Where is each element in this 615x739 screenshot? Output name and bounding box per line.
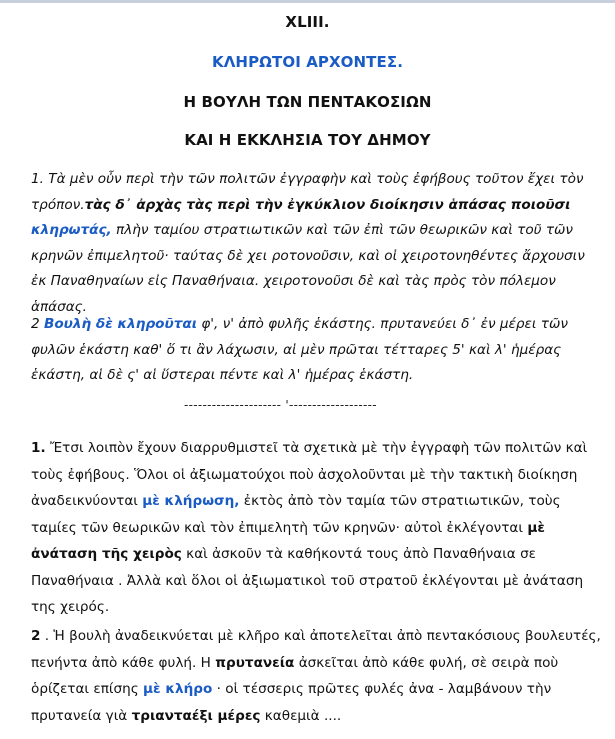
chapter-number: XLIII. [285,13,330,31]
text: . Ἡ βουλὴ ἀναδεικνύεται μὲ κλῆρο καὶ ἀποτελεῖται ἀπὸ πεντακόσιους βουλευτές, πενήντα ἀπὸ κάθε φυλή. Η [31,628,601,671]
paragraph-number: 2 [31,316,44,332]
text: · οἱ τέσσερις πρῶτες φυλές ἀνα - λαμβάνουν τὴν πρυτανεία γιὰ [31,681,552,724]
chapter-subtitle: ΚΛΗΡΩΤΟΙ ΑΡΧΟΝΤΕΣ. [211,53,403,71]
bold-text: πρυτανεία [215,654,295,671]
blue-bold-text: Βουλὴ δὲ κληροῦται [43,316,198,332]
text: Ἔτσι λοιπὸν ἔχουν διαρρυθμιστεῖ τὰ σχετικὰ μὲ τὴν ἐγγραφὴ τῶν πολιτῶν καὶ τοὺς ἐφήβους. Ὅλοι οἱ ἀξιωματούχοι ποὺ ἀσχολοῦνται μὲ τὴν τακτικὴ διοίκηση ἀναδεικνύονται [31,440,588,509]
bold-text: τριανταέξι μέρες [131,707,261,724]
translation-paragraph-2 [31,623,601,729]
blue-bold-text: μὲ κλήρωση, [142,493,240,509]
bold-text: τὰς δ᾽ ἀρχὰς τὰς περὶ τὴν ἐγκύκλιον διοίκησιν ἁπάσας ποιοῦσι [84,196,571,213]
ancient-paragraph-1 [31,167,601,320]
ancient-paragraph-2 [31,312,601,389]
blue-bold-text: μὲ κλήρο [143,681,213,697]
separator: --------------------- '------------------- [184,398,377,412]
paragraph-number: 2 [31,628,41,644]
text: ἐκτὸς ἀπὸ τὸν ταμία τῶν στρατιωτικῶν, τοὺς ταμίες τῶν θεωρικῶν καὶ τὸν ἐπιμελητὴ τῶν κρηνῶν· αὐτοὶ ἐκλέγονται [31,493,561,536]
text: καθεμιὰ .... [260,707,342,724]
text: πλὴν ταμίου στρατιωτικῶν καὶ τῶν ἐπὶ τῶν θεωρικῶν καὶ τοῦ τῶν κρηνῶν ἐπιμελητοῦ· ταύτας δὲ χει ροτονοῦσιν, καὶ οἱ χειροτονηθέντες ἄρχουσιν ἐκ Παναθηναίων εἰς Παναθήναια. χειροτονοῦσι δὲ καὶ τὰς πρὸς τὸν πόλεμον ἁπάσας. [31,222,585,315]
top-border [0,0,615,3]
text: 1. Τὰ μὲν οὖν περὶ τὴν τῶν πολιτῶν ἐγγραφὴν καὶ τοὺς ἐφήβους τοῦτον ἔχει τὸν τρόπον. [31,171,584,213]
bold-text: μὲ ἀνάταση τῆς χειρὸς [31,519,545,562]
blue-bold-text: κληρωτάς, [31,222,112,238]
translation-paragraph-1 [31,435,601,621]
text: φ', ν' ἀπὸ φυλῆς ἑκάστης. πρυτανεύει δ᾽ ἐν μέρει τῶν φυλῶν ἑκάστη καθ' ὅ τι ἂν λάχωσιν, αἱ μὲν πρῶται τέτταρες 5' καὶ λ' ἡμέρας ἑκάστη, αἱ δὲ ς' αἱ ὕστεραι πέντε καὶ λ' ἡμέρας ἑκάστη. [31,316,568,383]
text: ἀσκεῖται ἀπὸ κάθε φυλή, σὲ σειρὰ ποὺ ὁρίζεται επίσης [31,654,559,697]
text: καὶ ἀσκοῦν τὰ καθήκοντά τους ἀπὸ Παναθήναια σε Παναθήναια . Ἀλλὰ καὶ ὅλοι οἱ ἀξιωματικοὶ τοῦ στρατοῦ ἐκλέγονται μὲ ἀνάταση της χειρός. [31,546,584,615]
paragraph-number: 1. [31,440,46,456]
heading-line-4: ΚΑΙ Η ΕΚΚΛΗΣΙΑ ΤΟΥ ΔΗΜΟΥ [184,131,431,149]
heading-line-3: Η ΒΟΥΛΗ ΤΩΝ ΠΕΝΤΑΚΟΣΙΩΝ [183,93,432,111]
